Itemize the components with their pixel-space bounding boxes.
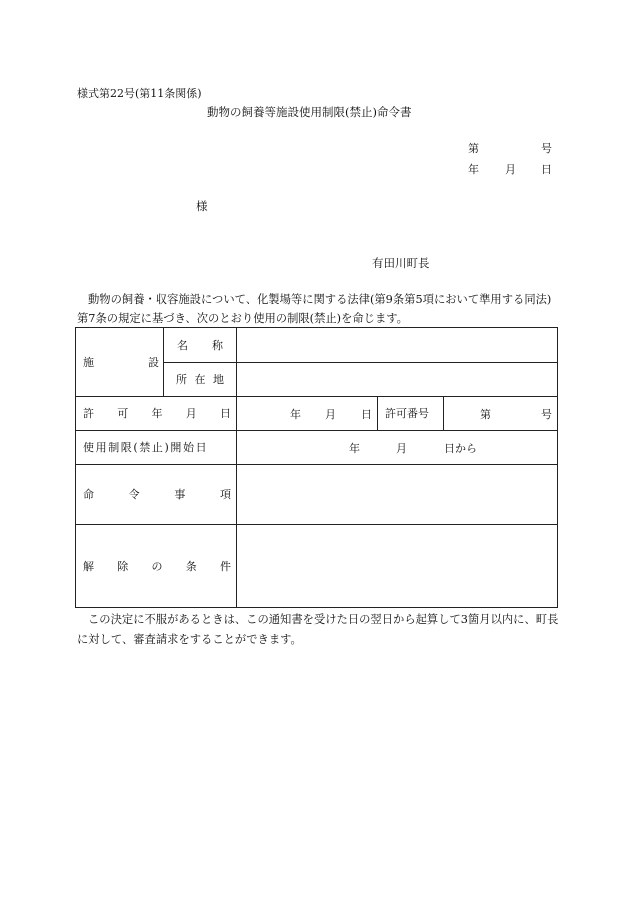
permit-number-field[interactable]	[444, 397, 557, 430]
permit-date-label	[83, 396, 231, 430]
name-label-char: 名	[177, 338, 188, 352]
order-items-label-char: 事	[174, 488, 186, 501]
release-conditions-label-char: 条	[185, 559, 197, 573]
release-conditions-label-char: 件	[220, 559, 231, 573]
name-field[interactable]	[237, 328, 557, 362]
location-label-char: 在	[194, 373, 206, 386]
permit-number-label: 許可番号	[385, 407, 429, 420]
location-label-char: 所	[176, 373, 187, 386]
order-items-label	[83, 464, 231, 524]
order-items-field[interactable]	[237, 465, 557, 524]
restriction-start-field[interactable]	[237, 431, 557, 464]
order-items-label-char: 令	[128, 488, 140, 501]
doc-number-go: 号	[541, 142, 552, 155]
order-items-label-char: 項	[219, 488, 231, 501]
doc-date-year: 年	[468, 163, 479, 176]
restriction-start-month: 月	[396, 441, 407, 455]
permit-date-label-char: 日	[220, 407, 231, 420]
permit-date-label-char: 年	[151, 407, 163, 420]
permit-date-year: 年	[290, 407, 301, 421]
permit-date-field[interactable]	[237, 397, 377, 430]
location-label-char: 地	[213, 373, 224, 386]
permit-number-go: 号	[541, 407, 552, 421]
name-label	[177, 327, 223, 362]
appeal-notice: この決定に不服があるときは、この通知書を受けた日の翌日から起算して3箇月以内に、町長に対して、審査請求をすることができます。	[77, 613, 559, 646]
table-line	[557, 327, 558, 608]
document-title: 動物の飼養等施設使用制限(禁止)命令書	[207, 105, 412, 119]
location-label	[176, 362, 224, 396]
order-items-label-char: 命	[83, 488, 94, 501]
table-line	[75, 607, 558, 608]
name-label-char: 称	[212, 338, 223, 352]
table-line	[75, 327, 76, 608]
table-line	[377, 396, 378, 430]
release-conditions-label-char: の	[151, 559, 163, 573]
doc-date-month: 月	[505, 163, 516, 176]
permit-date-day: 日	[361, 407, 372, 421]
release-conditions-label-char: 解	[83, 559, 94, 573]
facility-label-char: 設	[148, 355, 159, 369]
restriction-start-year: 年	[349, 441, 360, 455]
facility-label-char: 施	[83, 355, 94, 369]
restriction-start-day-from: 日から	[444, 441, 477, 455]
permit-number-dai: 第	[480, 407, 491, 421]
permit-date-month: 月	[325, 407, 336, 421]
permit-date-label-char: 可	[117, 407, 129, 420]
facility-label	[83, 327, 159, 396]
permit-date-label-char: 月	[185, 407, 197, 420]
intro-paragraph: 動物の飼養・収容施設について、化製場等に関する法律(第9条第5項において準用する同法)第7条の規定に基づき、次のとおり使用の制限(禁止)を命じます。	[77, 293, 552, 325]
order-table	[75, 327, 558, 608]
release-conditions-label-char: 除	[117, 559, 129, 573]
table-line	[163, 327, 164, 396]
form-number: 様式第22号(第11条関係)	[77, 87, 202, 100]
location-field[interactable]	[237, 363, 557, 396]
release-conditions-field[interactable]	[237, 525, 557, 607]
addressee-honorific: 様	[196, 199, 208, 213]
doc-number-dai: 第	[468, 142, 479, 155]
issuer-name: 有田川町長	[372, 256, 430, 270]
restriction-start-label: 使用制限(禁止)開始日	[83, 441, 209, 454]
release-conditions-label	[83, 524, 231, 607]
doc-date-day: 日	[541, 163, 552, 176]
permit-date-label-char: 許	[83, 407, 94, 420]
